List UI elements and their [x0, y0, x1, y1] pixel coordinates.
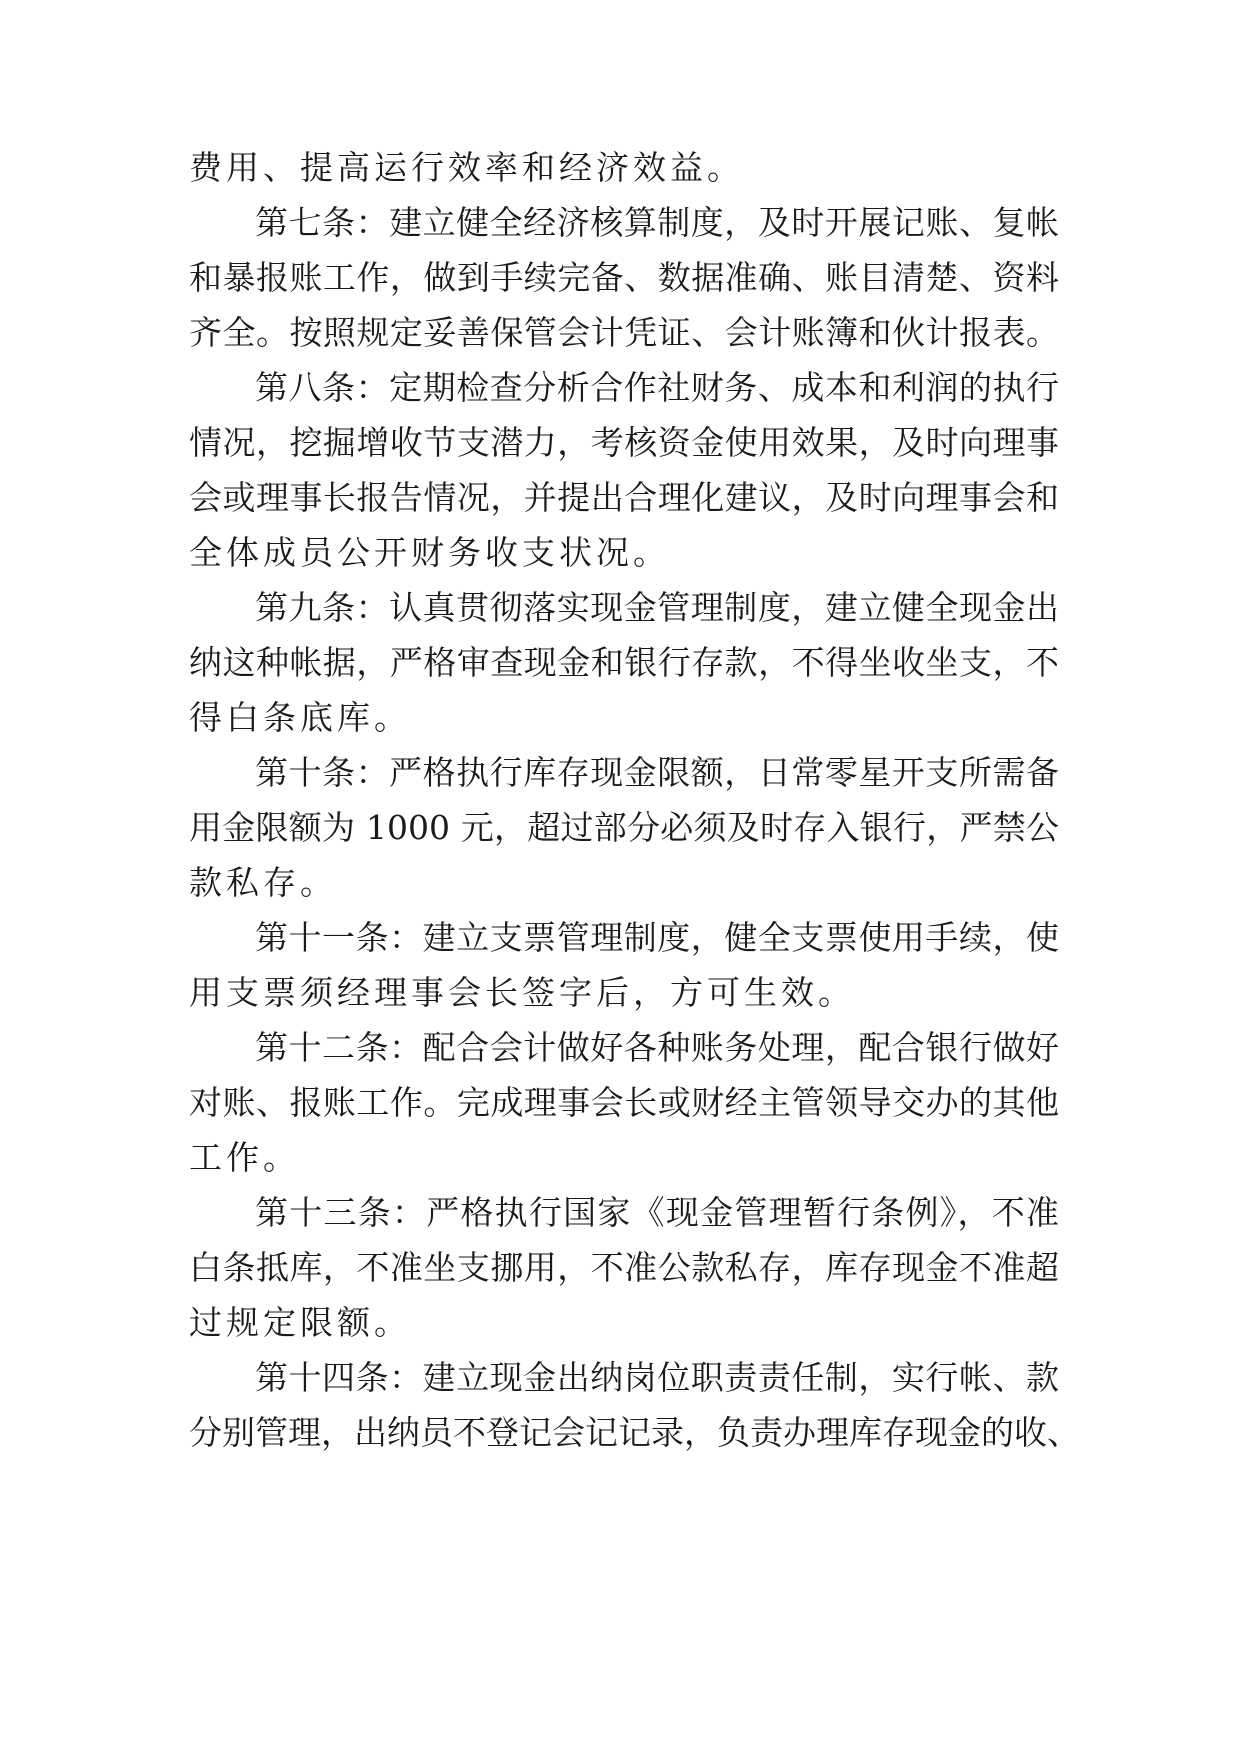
article-heading-line: 第八条：定期检查分析合作社财务、成本和利润的执行	[255, 368, 1059, 407]
body-text-line: 用金限额为 1000 元，超过部分必须及时存入银行，严禁公	[189, 808, 1059, 847]
article-heading-line: 第十四条：建立现金出纳岗位职责责任制，实行帐、款	[255, 1358, 1059, 1397]
article-heading-line: 第七条：建立健全经济核算制度，及时开展记账、复帐	[255, 203, 1059, 242]
body-text-line: 对账、报账工作。完成理事会长或财经主管领导交办的其他	[189, 1083, 1059, 1122]
article-heading-line: 第十条：严格执行库存现金限额，日常零星开支所需备	[255, 753, 1059, 792]
article-heading-line: 第十三条：严格执行国家《现金管理暂行条例》，不准	[255, 1193, 1059, 1232]
body-text-line: 会或理事长报告情况，并提出合理化建议，及时向理事会和	[189, 478, 1059, 517]
body-text-line: 得白条底库。	[189, 698, 411, 737]
article-heading-line: 第十一条：建立支票管理制度，健全支票使用手续，使	[255, 918, 1059, 957]
body-text-line: 用支票须经理事会长签字后，方可生效。	[189, 973, 855, 1012]
body-text-line: 全体成员公开财务收支状况。	[189, 533, 670, 572]
body-text-line: 款私存。	[189, 863, 337, 902]
body-text-line: 分别管理，出纳员不登记会记记录，负责办理库存现金的收、	[189, 1413, 1080, 1452]
body-text-line: 情况，挖掘增收节支潜力，考核资金使用效果，及时向理事	[189, 423, 1059, 462]
body-text-line: 工作。	[189, 1138, 300, 1177]
body-text-line: 齐全。按照规定妥善保管会计凭证、会计账簿和伙计报表。	[189, 313, 1059, 352]
body-text-line: 白条抵库，不准坐支挪用，不准公款私存，库存现金不准超	[189, 1248, 1059, 1287]
article-heading-line: 第九条：认真贯彻落实现金管理制度，建立健全现金出	[255, 588, 1059, 627]
article-heading-line: 第十二条：配合会计做好各种账务处理，配合银行做好	[255, 1028, 1059, 1067]
body-text-line: 纳这种帐据，严格审查现金和银行存款，不得坐收坐支，不	[189, 643, 1059, 682]
body-text-line: 费用、提高运行效率和经济效益。	[189, 148, 744, 187]
body-text-line: 过规定限额。	[189, 1303, 411, 1342]
body-text-line: 和暴报账工作，做到手续完备、数据准确、账目清楚、资料	[189, 258, 1059, 297]
